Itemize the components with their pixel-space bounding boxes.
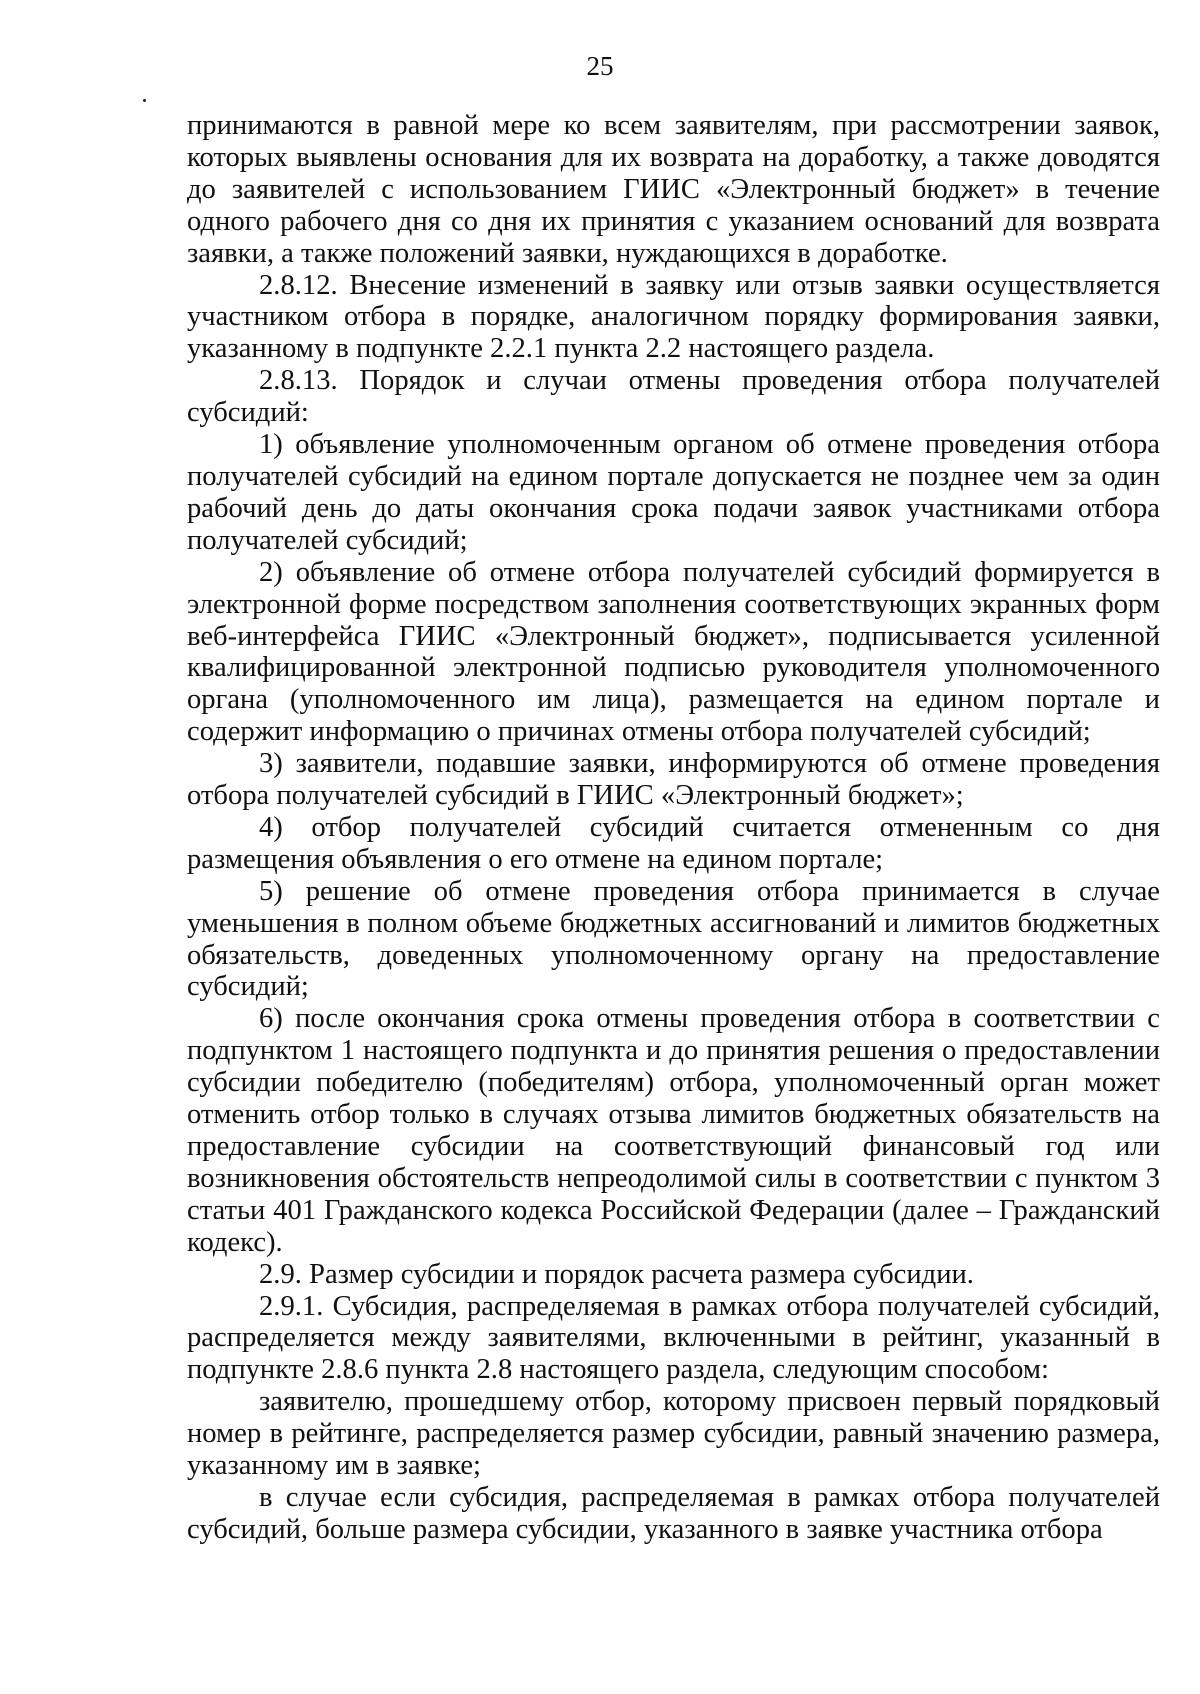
paragraph-continuation: принимаются в равной мере ко всем заявителям, при рассмотрении заявок, которых выявлены основания для их возврата на доработку, а также доводятся до заявителей с использованием ГИИС «Электронный бюджет» в течение одного рабочего дня со дня их принятия с указанием оснований для возврата заявки, а также положений заявки, нуждающихся в доработке. bbox=[187, 110, 1160, 269]
paragraph-2-9-1: 2.9.1. Субсидия, распределяемая в рамках отбора получателей субсидий, распределяется между заявителями, включенными в рейтинг, указанный в подпункте 2.8.6 пункта 2.8 настоящего раздела, следующим способом: bbox=[187, 1290, 1160, 1386]
paragraph-2-8-12: 2.8.12. Внесение изменений в заявку или отзыв заявки осуществляется участником отбора в порядке, аналогичном порядку формирования заявки, указанному в подпункте 2.2.1 пункта 2.2 настоящего раздела. bbox=[187, 269, 1160, 365]
list-item-1: 1) объявление уполномоченным органом об отмене проведения отбора получателей субсидий на едином портале допускается не позднее чем за один рабочий день до даты окончания срока подачи заявок участниками отбора получателей субсидий; bbox=[187, 429, 1160, 556]
paragraph-2-8-13: 2.8.13. Порядок и случаи отмены проведения отбора получателей субсидий: bbox=[187, 365, 1160, 429]
list-item-6: 6) после окончания срока отмены проведения отбора в соответствии с подпунктом 1 настоящего подпункта и до принятия решения о предоставлении субсидии победителю (победителям) отбора, уполномоченный орган может отменить отбор только в случаях отзыва лимитов бюджетных обязательств на предоставление субсидии на соответствующий финансовый год или возникновения обстоятельств непреодолимой силы в соответствии с пунктом 3 статьи 401 Гражданского кодекса Российской Федерации (далее – Гражданский кодекс). bbox=[187, 1003, 1160, 1258]
paragraph-if-subsidy: в случае если субсидия, распределяемая в рамках отбора получателей субсидий, больше размера субсидии, указанного в заявке участника отбора bbox=[187, 1481, 1160, 1545]
list-item-5: 5) решение об отмене проведения отбора принимается в случае уменьшения в полном объеме бюджетных ассигнований и лимитов бюджетных обязательств, доведенных уполномоченному органу на предоставление субсидий; bbox=[187, 875, 1160, 1003]
scan-dot bbox=[143, 99, 146, 102]
page-number: 25 bbox=[586, 51, 614, 81]
document-body bbox=[187, 110, 1160, 1546]
list-item-3: 3) заявители, подавшие заявки, информируются об отмене проведения отбора получателей субсидий в ГИИС «Электронный бюджет»; bbox=[187, 748, 1160, 812]
list-item-4: 4) отбор получателей субсидий считается отмененным со дня размещения объявления о его отмене на едином портале; bbox=[187, 811, 1160, 875]
paragraph-2-9: 2.9. Размер субсидии и порядок расчета размера субсидии. bbox=[259, 1258, 974, 1290]
paragraph-first-rank: заявителю, прошедшему отбор, которому присвоен первый порядковый номер в рейтинге, распределяется размер субсидии, равный значению размера, указанному им в заявке; bbox=[187, 1386, 1160, 1482]
list-item-2: 2) объявление об отмене отбора получателей субсидий формируется в электронной форме посредством заполнения соответствующих экранных форм веб-интерфейса ГИИС «Электронный бюджет», подписывается усиленной квалифицированной электронной подписью руководителя уполномоченного органа (уполномоченного им лица), размещается на едином портале и содержит информацию о причинах отмены отбора получателей субсидий; bbox=[187, 556, 1160, 748]
